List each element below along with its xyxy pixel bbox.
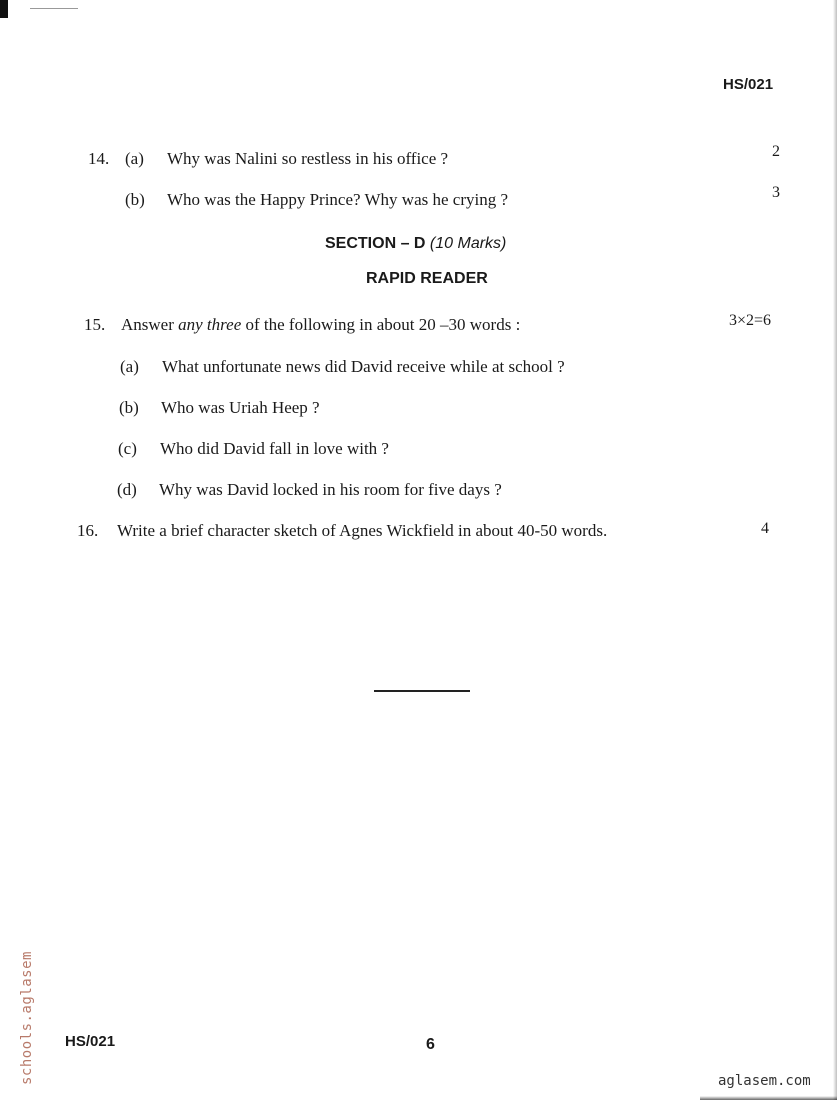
- question-number: 14.: [88, 149, 110, 168]
- header-paper-code: HS/021: [723, 76, 774, 93]
- page-number: 6: [426, 1036, 435, 1053]
- question-number: 15.: [84, 315, 106, 334]
- question-intro: [121, 315, 520, 335]
- sub-question-label: (b): [119, 398, 139, 417]
- section-marks: (10 Marks): [429, 235, 507, 252]
- scan-bottom-shadow: [700, 1096, 837, 1100]
- sub-question-label: (a): [120, 357, 139, 376]
- sub-question-text: What unfortunate news did David receive while at school ?: [162, 357, 565, 376]
- sub-question-label: (a): [125, 149, 144, 168]
- intro-end: of the following in about 20 –30 words :: [245, 315, 521, 334]
- question-number: 16.: [77, 521, 99, 540]
- footer-paper-code: HS/021: [65, 1033, 116, 1050]
- sub-question-text: Why was David locked in his room for five days ?: [159, 480, 502, 499]
- section-heading: [325, 235, 506, 253]
- question-text: Write a brief character sketch of Agnes Wickfield in about 40-50 words.: [117, 521, 608, 540]
- intro-emphasis: any three: [178, 315, 242, 334]
- section-title: SECTION – D: [325, 235, 426, 252]
- scan-edge-shadow: [833, 0, 837, 1100]
- marks-value: 2: [772, 143, 780, 160]
- scan-corner-mark: [0, 0, 8, 18]
- scan-corner-line: [30, 8, 78, 9]
- sub-question-label: (c): [118, 439, 137, 458]
- sub-question-label: (b): [125, 190, 145, 209]
- sub-question-text: Why was Nalini so restless in his office ?: [167, 149, 449, 168]
- section-subtitle: RAPID READER: [366, 270, 488, 287]
- intro-start: Answer: [121, 315, 174, 334]
- marks-value: 3×2=6: [729, 312, 772, 329]
- sub-question-text: Who was Uriah Heep ?: [161, 398, 320, 417]
- sub-question-label: (d): [117, 480, 137, 499]
- marks-value: 4: [761, 520, 769, 537]
- marks-value: 3: [772, 184, 780, 201]
- end-of-paper-rule: [374, 690, 470, 692]
- sub-question-text: Who was the Happy Prince? Why was he crying ?: [167, 190, 508, 209]
- sub-question-text: Who did David fall in love with ?: [160, 439, 389, 458]
- watermark-left: schools.aglasem: [19, 951, 35, 1085]
- watermark-right: aglasem.com: [718, 1073, 811, 1089]
